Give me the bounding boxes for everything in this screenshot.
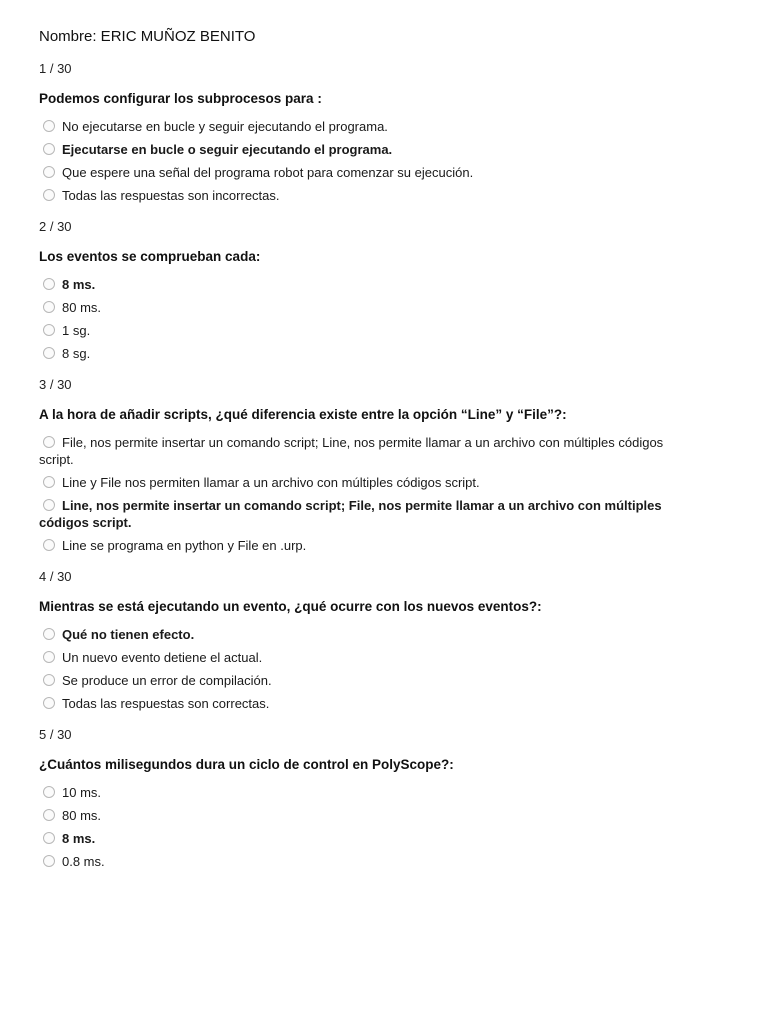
answer-label: 1 sg. [62, 323, 91, 338]
radio-button-icon[interactable] [43, 301, 55, 313]
question-3 [39, 377, 699, 554]
answer-label: 80 ms. [62, 300, 102, 315]
answer-option[interactable] [39, 672, 699, 689]
radio-button-icon[interactable] [43, 499, 55, 511]
radio-button-icon[interactable] [43, 628, 55, 640]
answer-label: Line y File nos permiten llamar a un archivo con múltiples códigos script. [62, 475, 480, 490]
radio-button-icon[interactable] [43, 697, 55, 709]
answer-label: 80 ms. [62, 808, 102, 823]
answer-option-correct[interactable] [39, 830, 699, 847]
radio-button-icon[interactable] [43, 324, 55, 336]
radio-button-icon[interactable] [43, 143, 55, 155]
answer-option[interactable] [39, 695, 699, 712]
radio-button-icon[interactable] [43, 674, 55, 686]
answer-label: 10 ms. [62, 785, 102, 800]
answer-options [39, 276, 699, 362]
answer-option-correct[interactable] [39, 276, 699, 293]
answer-option[interactable] [39, 853, 699, 870]
answer-label: 8 sg. [62, 346, 91, 361]
radio-button-icon[interactable] [43, 166, 55, 178]
answer-option[interactable] [39, 299, 699, 316]
answer-label: 0.8 ms. [62, 854, 105, 869]
answer-label: Un nuevo evento detiene el actual. [62, 650, 263, 665]
answer-options [39, 118, 699, 204]
question-4 [39, 569, 699, 712]
answer-option[interactable] [39, 784, 699, 801]
question-text: Los eventos se comprueban cada: [39, 249, 261, 264]
radio-button-icon[interactable] [43, 278, 55, 290]
radio-button-icon[interactable] [43, 855, 55, 867]
radio-button-icon[interactable] [43, 651, 55, 663]
answer-label: Ejecutarse en bucle o seguir ejecutando el programa. [62, 142, 393, 157]
answer-label: Todas las respuestas son correctas. [62, 696, 270, 711]
answer-options [39, 434, 699, 554]
answer-options [39, 626, 699, 712]
answer-option-correct[interactable] [39, 141, 699, 158]
question-number: 2 / 30 [39, 219, 72, 234]
answer-label: Line se programa en python y File en .urp. [62, 538, 307, 553]
question-text: Podemos configurar los subprocesos para : [39, 91, 322, 106]
radio-button-icon[interactable] [43, 120, 55, 132]
question-1 [39, 61, 699, 204]
student-name: Nombre: ERIC MUÑOZ BENITO [39, 28, 256, 45]
question-number: 5 / 30 [39, 727, 72, 742]
radio-button-icon[interactable] [43, 476, 55, 488]
radio-button-icon[interactable] [43, 786, 55, 798]
answer-option-correct[interactable] [39, 497, 699, 531]
answer-label: 8 ms. [62, 831, 96, 846]
radio-button-icon[interactable] [43, 189, 55, 201]
question-number: 4 / 30 [39, 569, 72, 584]
answer-label: Se produce un error de compilación. [62, 673, 272, 688]
answer-option-correct[interactable] [39, 626, 699, 643]
radio-button-icon[interactable] [43, 539, 55, 551]
answer-option[interactable] [39, 187, 699, 204]
answer-label: No ejecutarse en bucle y seguir ejecutando el programa. [62, 119, 388, 134]
answer-option[interactable] [39, 807, 699, 824]
answer-label: 8 ms. [62, 277, 96, 292]
answer-option[interactable] [39, 345, 699, 362]
answer-option[interactable] [39, 434, 699, 468]
answer-option[interactable] [39, 322, 699, 339]
answer-label: Todas las respuestas son incorrectas. [62, 188, 280, 203]
answer-label: Line, nos permite insertar un comando script; File, nos permite llamar a un archivo con múltiples códigos script. [39, 498, 662, 530]
question-text: ¿Cuántos milisegundos dura un ciclo de control en PolyScope?: [39, 757, 454, 772]
quiz-page [39, 27, 699, 885]
radio-button-icon[interactable] [43, 347, 55, 359]
question-5 [39, 727, 699, 870]
answer-label: File, nos permite insertar un comando script; Line, nos permite llamar a un archivo con múltiples códigos script. [39, 435, 664, 467]
answer-option[interactable] [39, 537, 699, 554]
radio-button-icon[interactable] [43, 832, 55, 844]
answer-option[interactable] [39, 474, 699, 491]
answer-option[interactable] [39, 164, 699, 181]
question-text: Mientras se está ejecutando un evento, ¿qué ocurre con los nuevos eventos?: [39, 599, 542, 614]
answer-label: Que espere una señal del programa robot para comenzar su ejecución. [62, 165, 474, 180]
question-number: 3 / 30 [39, 377, 72, 392]
radio-button-icon[interactable] [43, 436, 55, 448]
answer-option[interactable] [39, 649, 699, 666]
answer-label: Qué no tienen efecto. [62, 627, 195, 642]
question-2 [39, 219, 699, 362]
answer-option[interactable] [39, 118, 699, 135]
radio-button-icon[interactable] [43, 809, 55, 821]
question-number: 1 / 30 [39, 61, 72, 76]
question-text: A la hora de añadir scripts, ¿qué diferencia existe entre la opción “Line” y “File”?: [39, 407, 567, 422]
answer-options [39, 784, 699, 870]
